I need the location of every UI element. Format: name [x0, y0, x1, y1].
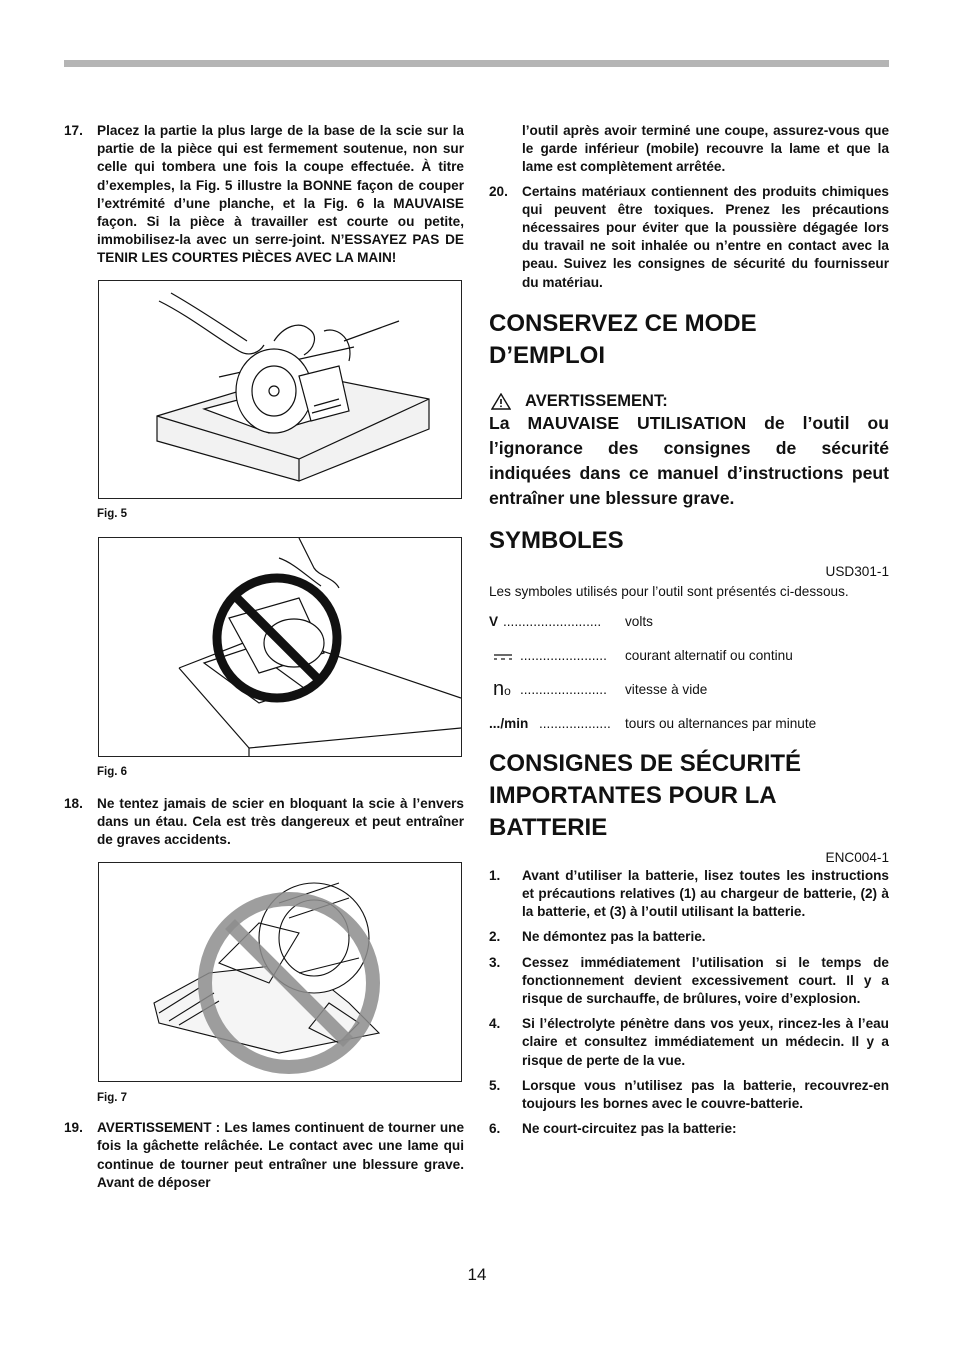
header-rule: [64, 60, 889, 67]
figure-6-caption: Fig. 6: [97, 765, 128, 778]
item-number: 6.: [489, 1121, 501, 1137]
battery-item-2: [489, 928, 889, 946]
figure-5-caption: Fig. 5: [97, 507, 128, 520]
instruction-item-17: [64, 122, 464, 268]
item-number: 5.: [489, 1077, 501, 1093]
item-text: Ne tentez jamais de scier en bloquant la scie à l’envers dans un étau. Cela est très dangereux et peut entraîner de graves accidents.: [97, 795, 464, 848]
figure-7-saw-in-vise: [98, 862, 462, 1082]
item-number: 20.: [489, 183, 508, 199]
warning-triangle-icon: [491, 393, 511, 410]
symbol-row-per-min: [489, 716, 889, 736]
saw-wrong-way-illustration: [99, 538, 461, 756]
ac-dc-current-icon: [493, 651, 513, 663]
symbols-intro: Les symboles utilisés pour l’outil sont présentés ci-dessous.: [489, 583, 849, 599]
item-number: 19.: [64, 1120, 83, 1136]
figure-5-correct-cut: [98, 280, 462, 499]
warning-title: AVERTISSEMENT:: [525, 391, 668, 410]
heading-battery-safety: [489, 748, 889, 844]
heading-line: BATTERIE: [489, 813, 608, 841]
item-text: Avant d’utiliser la batterie, lisez toutes les instructions et précautions relatives (1) au chargeur de batterie, (2) à la batterie, et (3) à l’outil utilisant la batterie.: [522, 867, 889, 920]
item-number: 2.: [489, 929, 501, 945]
battery-item-4: [489, 1015, 889, 1070]
heading-line: CONSERVEZ CE MODE: [489, 309, 757, 337]
symbol-description: tours ou alternances par minute: [625, 715, 817, 731]
warning-heading: [489, 392, 889, 411]
page-number: 14: [467, 1265, 487, 1284]
symbol-description: vitesse à vide: [625, 681, 708, 697]
leader-dots: ...................: [539, 715, 611, 731]
instruction-item-19: [64, 1119, 464, 1192]
heading-line: IMPORTANTES POUR LA: [489, 781, 777, 809]
battery-item-1: [489, 867, 889, 922]
battery-item-3: [489, 954, 889, 1009]
symbol-row-volts: [489, 614, 889, 634]
warning-body: La MAUVAISE UTILISATION de l’outil ou l’ignorance des consignes de sécurité indiquées dans ce manuel d’instructions peut entraîner une blessure grave.: [489, 412, 889, 508]
item-text: Placez la partie la plus large de la base de la scie sur la partie de la pièce qui est fermement soutenue, non sur celle qui tombera une fois la coupe effectuée. À titre d’exemples, la Fig. 5 illustre la BONNE façon de couper l’extrémité d’une planche, et la Fig. 6 la MAUVAISE façon. Si la pièce à travailler est courte ou petite, immobilisez-la avec un serre-joint. N’ESSAYEZ PAS DE TENIR LES COURTES PIÈCES AVEC LA MAIN!: [97, 123, 464, 266]
reference-code: USD301-1: [825, 563, 889, 579]
leader-dots: .......................: [520, 647, 607, 663]
symbol-per-min: .../min: [489, 715, 529, 731]
symbol-row-ac-dc: [489, 648, 889, 668]
item-text: Si l’électrolyte pénètre dans vos yeux, rincez-les à l’eau claire et consultez immédiatement un médecin. Il y a risque de perte de la vue.: [522, 1016, 889, 1068]
item-number: 1.: [489, 867, 501, 883]
symbol-description: volts: [625, 613, 653, 629]
heading-symboles: SYMBOLES: [489, 526, 624, 554]
saw-cutting-board-illustration: [99, 281, 461, 498]
figure-7-caption: Fig. 7: [97, 1092, 128, 1105]
item-text: AVERTISSEMENT : Les lames continuent de tourner une fois la gâchette relâchée. Le contact avec une lame qui continue de tourner peut entraîner une blessure grave. Avant de déposer: [97, 1120, 464, 1190]
item-number: 3.: [489, 954, 501, 970]
item-number: 18.: [64, 795, 83, 811]
saw-upside-down-illustration: [99, 863, 461, 1081]
item-text: Ne court-circuitez pas la batterie:: [522, 1121, 737, 1137]
instruction-item-18: [64, 795, 464, 850]
leader-dots: .......................: [520, 681, 607, 697]
symbol-v: V: [489, 613, 499, 629]
left-column: [64, 122, 464, 1192]
battery-item-5: [489, 1077, 889, 1113]
heading-line: D’EMPLOI: [489, 341, 606, 369]
item-text: Cessez immédiatement l’utilisation si le temps de fonctionnement devient excessivement court. Il y a risque de surchauffe, de brûlures, voire d’explosion.: [522, 954, 889, 1007]
item-number: 17.: [64, 123, 83, 138]
symbol-description: courant alternatif ou continu: [625, 647, 793, 663]
heading-line: CONSIGNES DE SÉCURITÉ: [489, 749, 802, 777]
item-text: Certains matériaux contiennent des produits chimiques qui peuvent être toxiques. Prenez les précautions nécessaires pour éviter que la poussière dégagée lors du travail ne soit inhalée ou n’entre en contact avec la peau. Suivez les consignes de sécurité du fournisseur du matériau.: [522, 183, 889, 290]
instruction-item-19-continued: l’outil après avoir terminé une coupe, assurez-vous que le garde inférieur (mobile) recouvre la lame et que la lame est complètement arrêtée.: [522, 123, 889, 175]
instruction-item-20: [489, 183, 889, 292]
item-number: 4.: [489, 1016, 501, 1032]
figure-6-wrong-cut: [98, 537, 462, 757]
symbol-row-no-load-speed: [489, 677, 889, 702]
leader-dots: ..........................: [503, 613, 602, 629]
right-column: [489, 122, 889, 1138]
item-text: Lorsque vous n’utilisez pas la batterie, recouvrez-en toujours les bornes avec le couvre-batterie.: [522, 1077, 889, 1112]
item-text: Ne démontez pas la batterie.: [522, 929, 706, 945]
reference-code: ENC004-1: [825, 849, 889, 865]
symbols-list: [489, 614, 889, 736]
heading-conservez: [489, 308, 889, 372]
battery-item-6: [489, 1120, 889, 1138]
no-load-speed-symbol: no: [493, 677, 511, 700]
